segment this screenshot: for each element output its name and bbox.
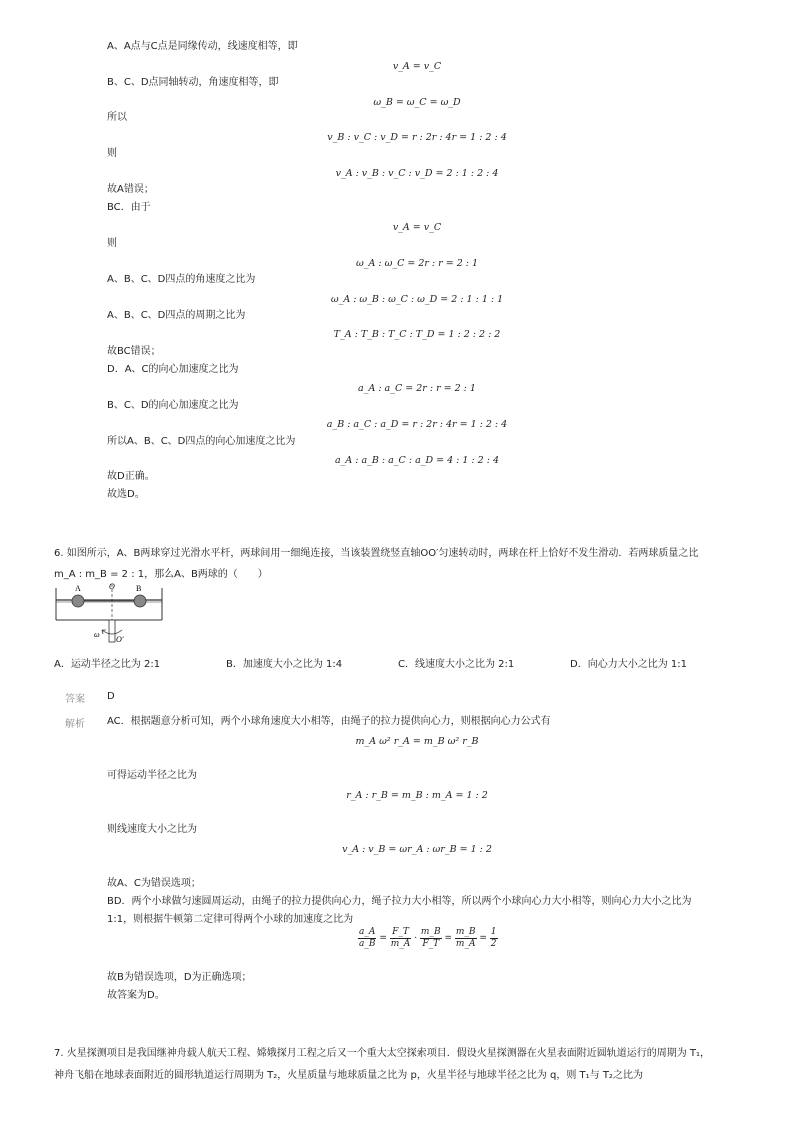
sol-line: B、C、D的向心加速度之比为 <box>107 400 239 411</box>
rotating-rod-figure <box>54 580 166 646</box>
sol-line: A、A点与C点是同缘传动，线速度相等，即 <box>107 41 298 52</box>
label-a: A <box>75 584 81 593</box>
sol-equation: ω_A : ω_B : ω_C : ω_D = 2 : 1 : 1 : 1 <box>330 294 504 305</box>
analysis-line: BD．两个小球做匀速圆周运动，由绳子的拉力提供向心力，绳子拉力大小相等，所以两个小球向心力大小相等，则向心力大小之比为 <box>107 896 692 907</box>
analysis-equation: r_A : r_B = m_B : m_A = 1 : 2 <box>346 790 488 801</box>
question-stem: 6. 如图所示，A、B两球穿过光滑水平杆，两球间用一细绳连接，当该装置绕竖直轴OO′匀速转动时，两球在杆上恰好不发生滑动．若两球质量之比 <box>54 548 699 559</box>
sol-equation: v_A : v_B : v_C : v_D = 2 : 1 : 2 : 4 <box>335 168 499 179</box>
answer-value: D <box>107 691 115 702</box>
question-stem: 7. 火星探测项目是我国继神舟载人航天工程、嫦娥探月工程之后又一个重大太空探索项目．假设火星探测器在火星表面附近圆轨道运行的周期为 T₁， <box>54 1048 711 1059</box>
sol-equation: ω_B = ω_C = ω_D <box>373 97 461 108</box>
sol-equation: a_A : a_B : a_C : a_D = 4 : 1 : 2 : 4 <box>334 455 500 466</box>
sol-equation: v_A = v_C <box>392 61 442 72</box>
label-o: O <box>109 582 115 591</box>
analysis-line: 故A、C为错误选项； <box>107 878 201 889</box>
sol-equation: ω_A : ω_C = 2r : r = 2 : 1 <box>355 258 479 269</box>
analysis-line: AC．根据题意分析可知，两个小球角速度大小相等，由绳子的拉力提供向心力，则根据向心力公式有 <box>107 716 551 727</box>
analysis-equation: v_A : v_B = ωr_A : ωr_B = 1 : 2 <box>342 844 492 855</box>
sol-line: 故BC错误； <box>107 346 161 357</box>
sol-line: 故选D。 <box>107 489 145 500</box>
analysis-line: 则线速度大小之比为 <box>107 824 197 835</box>
sol-line: 所以 <box>107 112 127 123</box>
answer-label: 答案 <box>65 694 85 705</box>
sol-equation: v_A = v_C <box>392 222 442 233</box>
sol-equation: v_B : v_C : v_D = r : 2r : 4r = 1 : 2 : 4 <box>327 132 507 143</box>
sol-line: 所以A、B、C、D四点的向心加速度之比为 <box>107 436 296 447</box>
question-stem: m_A : m_B = 2 : 1，那么A、B两球的（ ） <box>54 569 268 580</box>
ball-a <box>72 595 84 607</box>
sol-line: D．A、C的向心加速度之比为 <box>107 364 239 375</box>
sol-line: A、B、C、D四点的周期之比为 <box>107 310 246 321</box>
analysis-line: 1:1，则根据牛顿第二定律可得两个小球的加速度之比为 <box>107 914 354 925</box>
analysis-line: 故答案为D。 <box>107 990 165 1001</box>
label-b: B <box>136 584 142 593</box>
sol-line: 则 <box>107 238 117 249</box>
label-o-prime: O′ <box>116 635 124 644</box>
analysis-line: 故B为错误选项，D为正确选项； <box>107 972 252 983</box>
sol-line: 故A错误； <box>107 184 154 195</box>
fraction-equation: $\frac{a\_A}{a\_B}$ = $\frac{F\_T}{m\_A}$ · $\frac{m\_B}{F\_T}$ = $\frac{m\_B}{m\_A}$ = $\frac{1}{2}$ <box>359 927 497 949</box>
sol-line: BC．由于 <box>107 202 151 213</box>
option-c: C．线速度大小之比为 2:1 <box>398 659 515 670</box>
sol-equation: T_A : T_B : T_C : T_D = 1 : 2 : 2 : 2 <box>333 329 501 340</box>
sol-equation: a_B : a_C : a_D = r : 2r : 4r = 1 : 2 : 4 <box>326 419 508 430</box>
question-stem: 神舟飞船在地球表面附近的圆形轨道运行周期为 T₂，火星质量与地球质量之比为 p，火星半径与地球半径之比为 q，则 T₁与 T₂之比为 <box>54 1070 643 1081</box>
sol-line: B、C、D点同轴转动，角速度相等，即 <box>107 77 279 88</box>
option-a: A．运动半径之比为 2:1 <box>54 659 161 670</box>
analysis-equation: m_A ω² r_A = m_B ω² r_B <box>355 736 479 747</box>
option-b: B．加速度大小之比为 1:4 <box>226 659 343 670</box>
label-omega: ω <box>94 630 100 639</box>
sol-line: 故D正确。 <box>107 471 155 482</box>
sol-line: A、B、C、D四点的角速度之比为 <box>107 274 256 285</box>
sol-equation: a_A : a_C = 2r : r = 2 : 1 <box>358 383 476 394</box>
sol-line: 则 <box>107 148 117 159</box>
ball-b <box>134 595 146 607</box>
analysis-line: 可得运动半径之比为 <box>107 770 197 781</box>
option-d: D．向心力大小之比为 1:1 <box>570 659 687 670</box>
analysis-label: 解析 <box>65 719 85 730</box>
